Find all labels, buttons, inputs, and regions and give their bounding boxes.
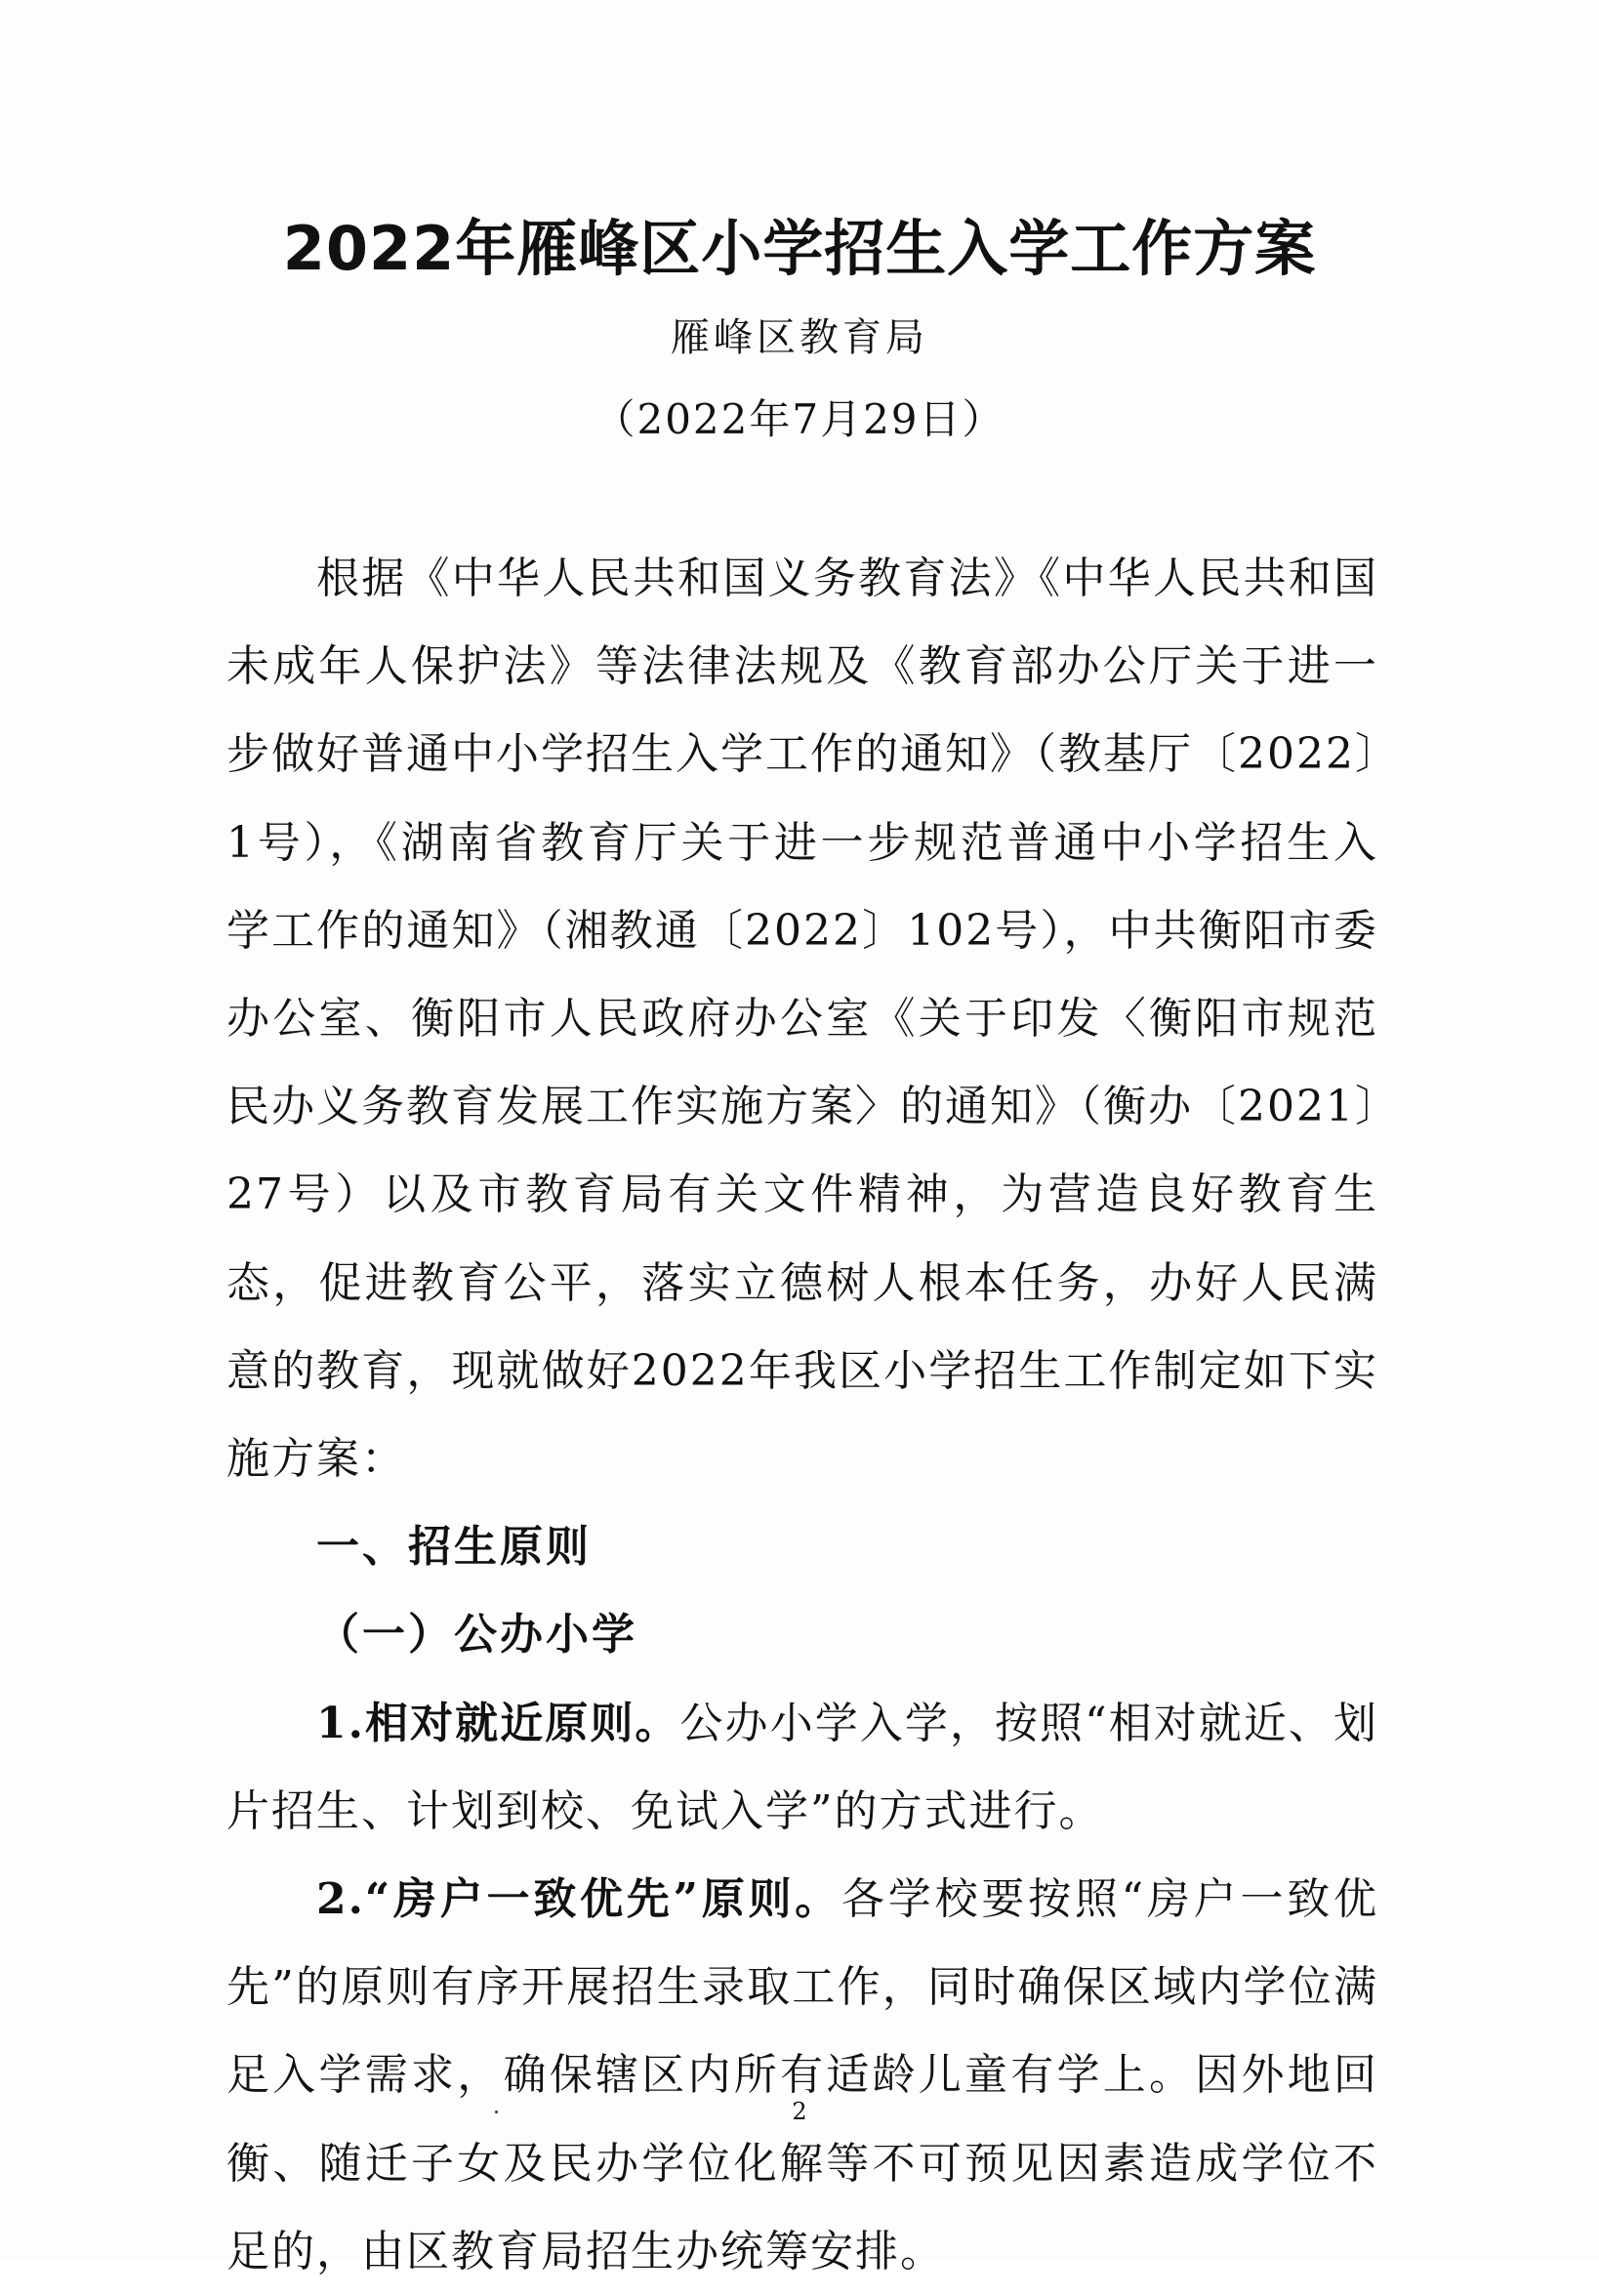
subsection-heading: （一）公办小学 <box>316 1610 637 1660</box>
document-body <box>226 535 1378 2296</box>
section-heading: 一、招生原则 <box>316 1522 592 1573</box>
intro-paragraph: 根据《中华人民共和国义务教育法》《中华人民共和国未成年人保护法》等法律法规及《教育部办公厅关于进一步做好普通中小学招生入学工作的通知》（教基厅〔2022〕1号），《湖南省教育厅关于进一步规范普通中小学招生入学工作的通知》（湘教通〔2022〕102号），中共衡阳市委办公室、衡阳市人民政府办公室《关于印发〈衡阳市规范民办义务教育发展工作实施方案〉的通知》（衡办〔2021〕27号）以及市教育局有关文件精神，为营造良好教育生态，促进教育公平，落实立德树人根本任务，办好人民满意的教育，现就做好2022年我区小学招生工作制定如下实施方案： <box>226 554 1378 1485</box>
item-lead-1: 1.相对就近原则。 <box>316 1698 680 1748</box>
document-title: 2022年雁峰区小学招生入学工作方案 <box>282 213 1317 284</box>
issue-date: （2022年7月29日） <box>594 395 1005 443</box>
item-text-2: 各学校要按照“房户一致优先”的原则有序开展招生录取工作，同时确保区域内学位满足入学需求，确保辖区内所有适龄儿童有学上。因外地回衡、随迁子女及民办学位化解等不可预见因素造成学位不足的，由区教育局招生办统筹安排。 <box>226 1874 1378 2276</box>
item-paragraph-2 <box>226 1856 1378 2296</box>
page-number: 2 <box>792 2098 807 2125</box>
issuer: 雁峰区教育局 <box>671 315 928 360</box>
item-lead-2: 2.“房户一致优先”原则。 <box>316 1874 842 1925</box>
item-text-1: 公办小学入学，按照“相对就近、划片招生、计划到校、免试入学”的方式进行。 <box>226 1698 1378 1836</box>
item-paragraph-1 <box>226 1680 1378 1856</box>
